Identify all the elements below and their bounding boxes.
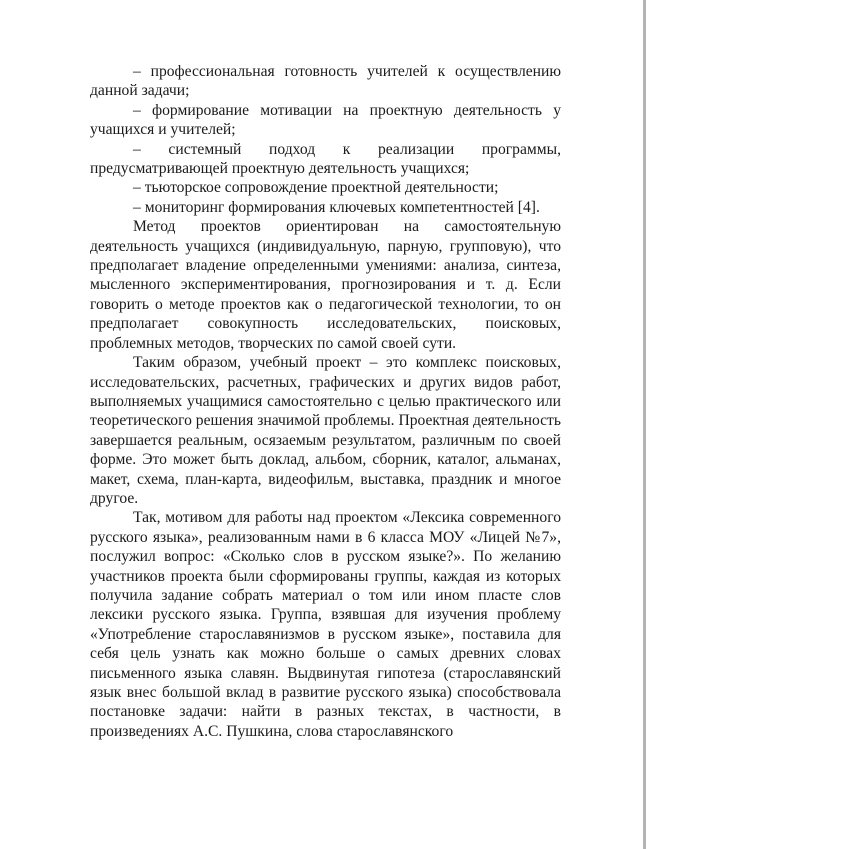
paragraph-list-item: – мониторинг формирования ключевых компетентностей [4]. (133, 198, 540, 216)
paragraph: Метод проектов ориентирован на самостоятельную деятельность учащихся (индивидуальную, парную, групповую), что предполагает владение определенными умениями: анализа, синтеза, мысленного экспериментирования, прогнозирования и т. д. Если говорить о методе проектов как о педагогической технологии, то он предполагает совокупность исследовательских, поисковых, проблемных методов, творческих по самой своей сути. (90, 218, 561, 352)
paragraph-list-item: – профессиональная готовность учителей к осуществлению данной задачи; (90, 63, 561, 100)
paragraph: Таким образом, учебный проект – это комплекс поисковых, исследовательских, расчетных, графических и других видов работ, выполняемых учащимися самостоятельно с целью практического или теоретического решения значимой проблемы. Проектная деятельность завершается реальным, осязаемым результатом, различным по своей форме. Это может быть доклад, альбом, сборник, каталог, альманах, макет, схема, план-карта, видеофильм, выставка, праздник и многое другое. (90, 354, 561, 507)
paragraph: Так, мотивом для работы над проектом «Лексика современного русского языка», реализованным нами в 6 класса МОУ «Лицей №7», послужил вопрос: «Сколько слов в русском языке?». По желанию участников проекта были сформированы группы, каждая из которых получила задание собрать материал о том или ином пласте слов лексики русского языка. Группа, взявшая для изучения проблему «Употребление старославянизмов в русском языке», поставила для себя цель узнать как можно больше о самых древних словах письменного языка славян. Выдвинутая гипотеза (старославянский язык внес большой вклад в развитие русского языка) способствовала постановке задачи: найти в разных текстах, в частности, в произведениях А.С. Пушкина, слова старославянского (90, 509, 561, 740)
document-body (90, 62, 561, 741)
paragraph-list-item: – тьюторское сопровождение проектной деятельности; (133, 179, 499, 197)
paragraph-list-item: – системный подход к реализации программы, предусматривающей проектную деятельность учащихся; (90, 140, 561, 178)
paragraph-list-item: – формирование мотивации на проектную деятельность у учащихся и учителей; (90, 101, 561, 139)
page-background (646, 0, 849, 849)
